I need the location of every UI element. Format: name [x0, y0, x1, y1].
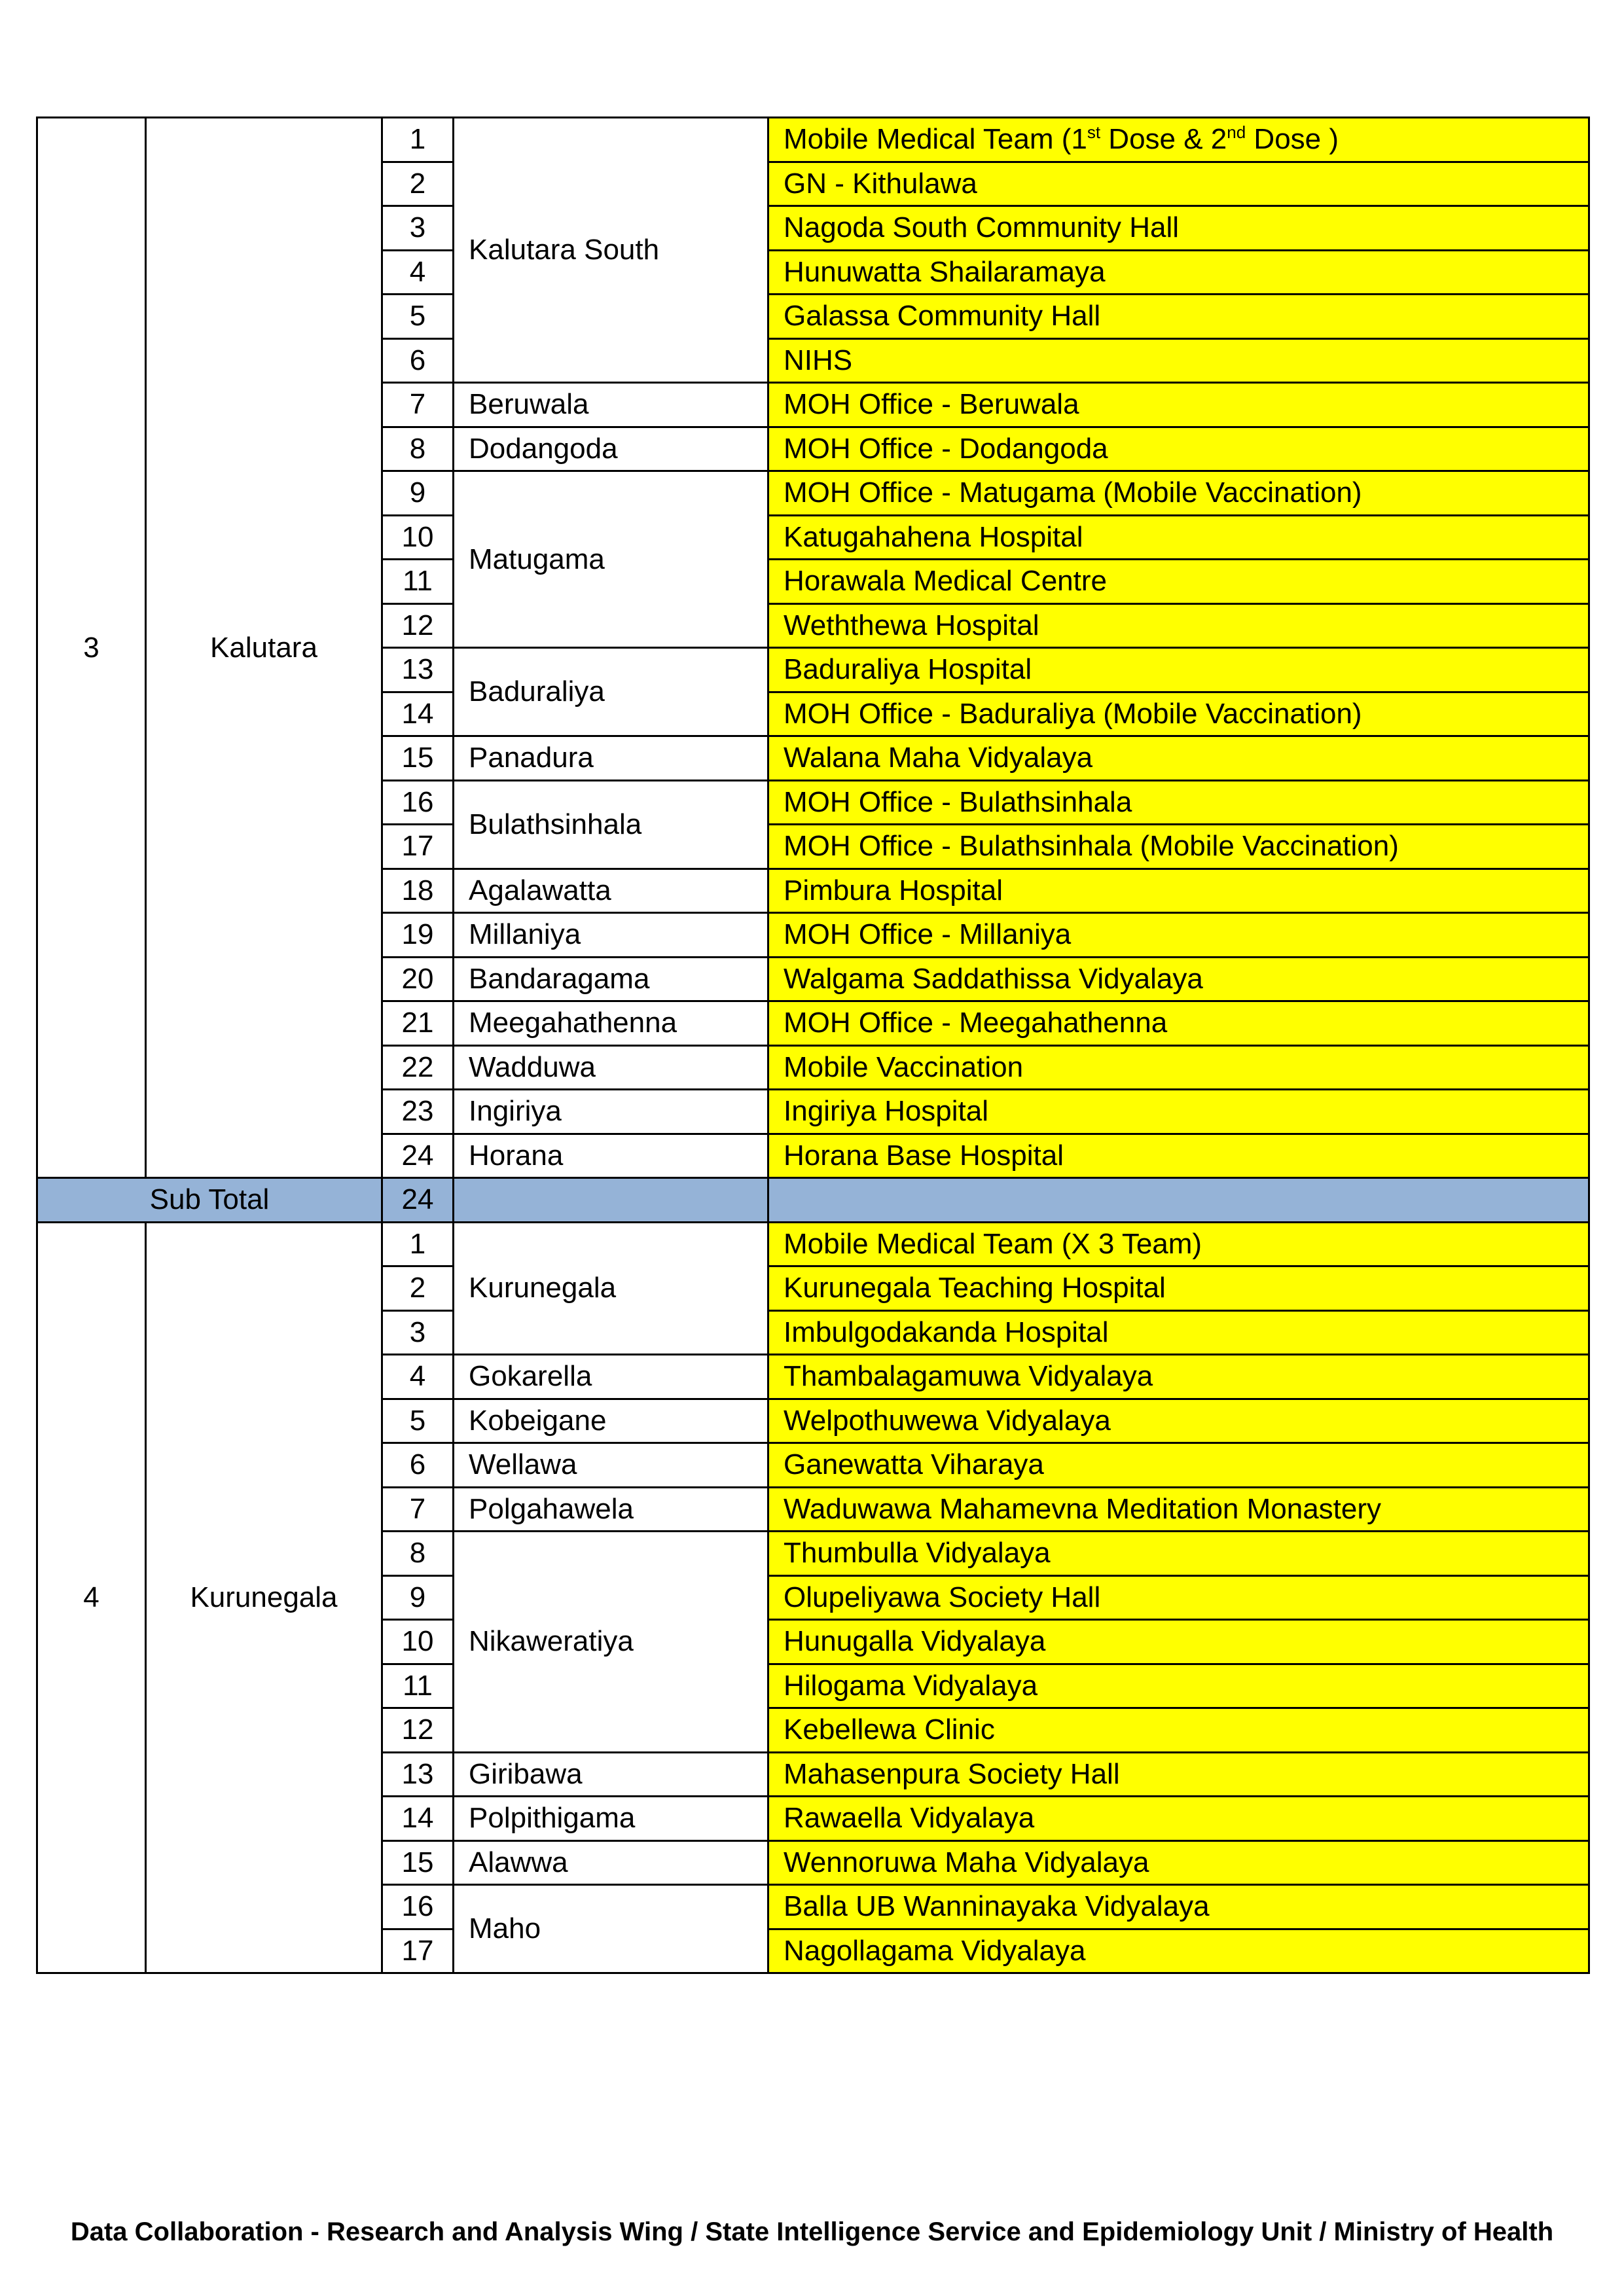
vaccination-location: Thambalagamuwa Vidyalaya	[768, 1355, 1589, 1399]
vaccination-location: Kebellewa Clinic	[768, 1708, 1589, 1753]
row-number: 23	[382, 1090, 454, 1134]
row-number: 5	[382, 295, 454, 339]
vaccination-location: Walgama Saddathissa Vidyalaya	[768, 957, 1589, 1001]
moh-area: Wellawa	[454, 1443, 768, 1488]
row-number: 17	[382, 1929, 454, 1973]
moh-area: Beruwala	[454, 383, 768, 427]
row-number: 15	[382, 736, 454, 781]
moh-area: Nikaweratiya	[454, 1532, 768, 1753]
moh-area: Bandaragama	[454, 957, 768, 1001]
vaccination-location: Hunugalla Vidyalaya	[768, 1620, 1589, 1664]
table-body	[37, 118, 1589, 1973]
row-number: 13	[382, 648, 454, 692]
moh-area: Bulathsinhala	[454, 780, 768, 869]
subtotal-empty	[454, 1178, 768, 1223]
row-number: 8	[382, 427, 454, 471]
row-number: 2	[382, 162, 454, 206]
moh-area: Gokarella	[454, 1355, 768, 1399]
moh-area: Baduraliya	[454, 648, 768, 736]
subtotal-value: 24	[382, 1178, 454, 1223]
vaccination-location: Hilogama Vidyalaya	[768, 1664, 1589, 1708]
vaccination-location: Horawala Medical Centre	[768, 560, 1589, 604]
vaccination-location: Horana Base Hospital	[768, 1134, 1589, 1178]
row-number: 20	[382, 957, 454, 1001]
vaccination-centres-table	[36, 117, 1590, 1974]
row-number: 12	[382, 1708, 454, 1753]
vaccination-location: NIHS	[768, 338, 1589, 383]
vaccination-location: Thumbulla Vidyalaya	[768, 1532, 1589, 1576]
location-text: Dose )	[1246, 123, 1339, 156]
vaccination-location: Waduwawa Mahamevna Meditation Monastery	[768, 1487, 1589, 1532]
row-number: 1	[382, 1222, 454, 1266]
row-number: 11	[382, 1664, 454, 1708]
vaccination-location: MOH Office - Bulathsinhala (Mobile Vaccination)	[768, 825, 1589, 869]
vaccination-location: Imbulgodakanda Hospital	[768, 1310, 1589, 1355]
vaccination-location: Hunuwatta Shailaramaya	[768, 250, 1589, 295]
row-number: 6	[382, 338, 454, 383]
row-number: 16	[382, 1885, 454, 1929]
location-text: Dose & 2	[1100, 123, 1227, 156]
row-number: 8	[382, 1532, 454, 1576]
moh-area: Matugama	[454, 471, 768, 648]
subtotal-row	[37, 1178, 1589, 1223]
row-number: 18	[382, 869, 454, 913]
row-number: 2	[382, 1266, 454, 1311]
vaccination-location: Mahasenpura Society Hall	[768, 1752, 1589, 1797]
footer-credit: Data Collaboration - Research and Analysis Wing / State Intelligence Service and Epidemiology Unit / Ministry of Health	[70, 2217, 1554, 2246]
row-number: 5	[382, 1399, 454, 1443]
ordinal-suffix: st	[1087, 122, 1101, 143]
vaccination-location: Katugahahena Hospital	[768, 515, 1589, 560]
row-number: 17	[382, 825, 454, 869]
vaccination-location: Wennoruwa Maha Vidyalaya	[768, 1840, 1589, 1885]
row-number: 19	[382, 913, 454, 958]
row-number: 3	[382, 206, 454, 251]
vaccination-location: MOH Office - Meegahathenna	[768, 1001, 1589, 1046]
vaccination-location: Ingiriya Hospital	[768, 1090, 1589, 1134]
vaccination-location: Welpothuwewa Vidyalaya	[768, 1399, 1589, 1443]
vaccination-location: MOH Office - Matugama (Mobile Vaccination)	[768, 471, 1589, 516]
row-number: 9	[382, 1575, 454, 1620]
row-number: 14	[382, 1797, 454, 1841]
moh-area: Maho	[454, 1885, 768, 1973]
vaccination-location: Ganewatta Viharaya	[768, 1443, 1589, 1488]
row-number: 4	[382, 250, 454, 295]
vaccination-location: MOH Office - Beruwala	[768, 383, 1589, 427]
row-number: 15	[382, 1840, 454, 1885]
moh-area: Polpithigama	[454, 1797, 768, 1841]
moh-area: Giribawa	[454, 1752, 768, 1797]
moh-area: Kalutara South	[454, 118, 768, 383]
row-number: 14	[382, 692, 454, 736]
row-number: 11	[382, 560, 454, 604]
row-number: 4	[382, 1355, 454, 1399]
row-number: 1	[382, 118, 454, 162]
row-number: 13	[382, 1752, 454, 1797]
vaccination-location: Rawaella Vidyalaya	[768, 1797, 1589, 1841]
vaccination-location: MOH Office - Dodangoda	[768, 427, 1589, 471]
ordinal-suffix: nd	[1227, 122, 1246, 143]
vaccination-location: Mobile Medical Team (X 3 Team)	[768, 1222, 1589, 1266]
vaccination-location: GN - Kithulawa	[768, 162, 1589, 206]
moh-area: Kurunegala	[454, 1222, 768, 1355]
table-row	[37, 1222, 1589, 1266]
row-number: 22	[382, 1045, 454, 1090]
row-number: 7	[382, 383, 454, 427]
row-number: 12	[382, 603, 454, 648]
vaccination-location: Olupeliyawa Society Hall	[768, 1575, 1589, 1620]
row-number: 7	[382, 1487, 454, 1532]
vaccination-location: Nagoda South Community Hall	[768, 206, 1589, 251]
row-number: 16	[382, 780, 454, 825]
subtotal-label: Sub Total	[37, 1178, 382, 1223]
district-index: 3	[37, 118, 146, 1178]
row-number: 6	[382, 1443, 454, 1488]
vaccination-location: Baduraliya Hospital	[768, 648, 1589, 692]
subtotal-empty	[768, 1178, 1589, 1223]
moh-area: Ingiriya	[454, 1090, 768, 1134]
moh-area: Panadura	[454, 736, 768, 781]
row-number: 9	[382, 471, 454, 516]
vaccination-location: MOH Office - Millaniya	[768, 913, 1589, 958]
vaccination-location: MOH Office - Baduraliya (Mobile Vaccination)	[768, 692, 1589, 736]
moh-area: Dodangoda	[454, 427, 768, 471]
district-name: Kurunegala	[146, 1222, 382, 1973]
vaccination-location	[768, 118, 1589, 162]
district-name: Kalutara	[146, 118, 382, 1178]
vaccination-location: Kurunegala Teaching Hospital	[768, 1266, 1589, 1311]
moh-area: Millaniya	[454, 913, 768, 958]
vaccination-location: Walana Maha Vidyalaya	[768, 736, 1589, 781]
row-number: 21	[382, 1001, 454, 1046]
moh-area: Agalawatta	[454, 869, 768, 913]
vaccination-location: Weththewa Hospital	[768, 603, 1589, 648]
row-number: 24	[382, 1134, 454, 1178]
vaccination-location: Nagollagama Vidyalaya	[768, 1929, 1589, 1973]
moh-area: Alawwa	[454, 1840, 768, 1885]
table-row	[37, 118, 1589, 162]
moh-area: Meegahathenna	[454, 1001, 768, 1046]
vaccination-location: Galassa Community Hall	[768, 295, 1589, 339]
row-number: 10	[382, 1620, 454, 1664]
moh-area: Polgahawela	[454, 1487, 768, 1532]
vaccination-location: Balla UB Wanninayaka Vidyalaya	[768, 1885, 1589, 1929]
vaccination-location: Pimbura Hospital	[768, 869, 1589, 913]
moh-area: Wadduwa	[454, 1045, 768, 1090]
vaccination-location: Mobile Vaccination	[768, 1045, 1589, 1090]
vaccination-location: MOH Office - Bulathsinhala	[768, 780, 1589, 825]
moh-area: Kobeigane	[454, 1399, 768, 1443]
district-index: 4	[37, 1222, 146, 1973]
moh-area: Horana	[454, 1134, 768, 1178]
row-number: 10	[382, 515, 454, 560]
location-text: Mobile Medical Team (1	[784, 123, 1087, 156]
row-number: 3	[382, 1310, 454, 1355]
